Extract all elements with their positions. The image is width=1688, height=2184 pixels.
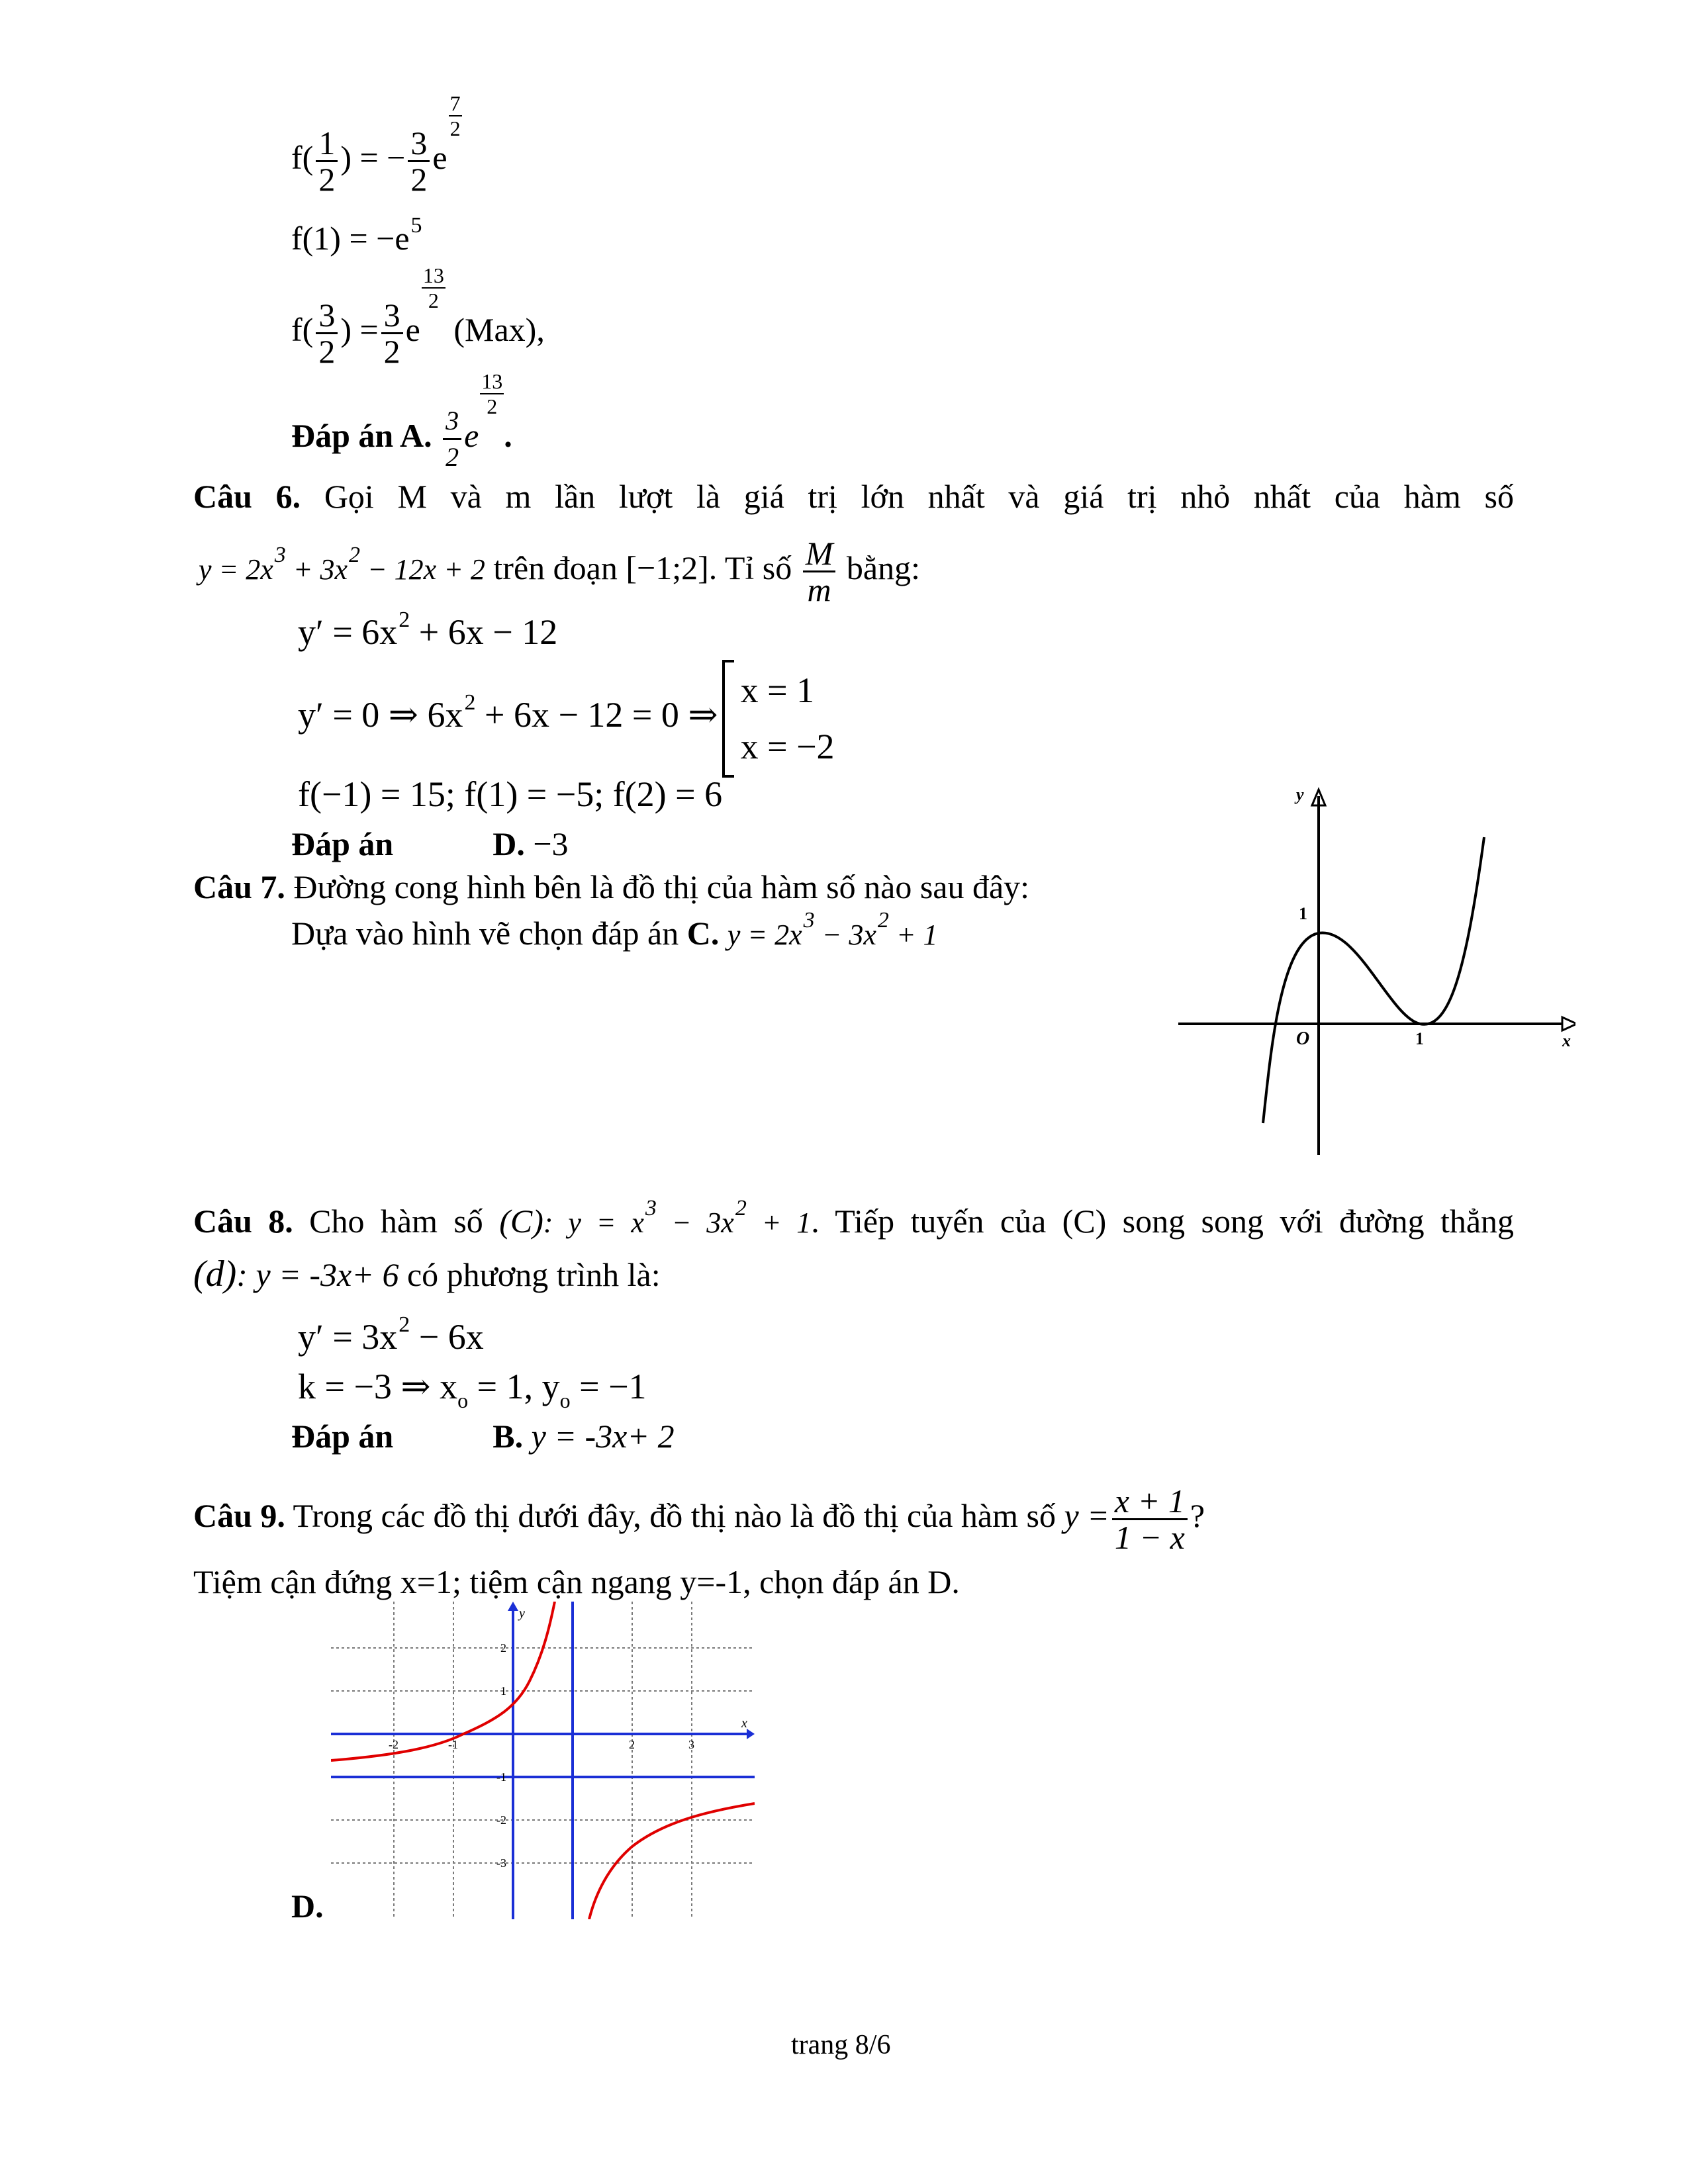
q6-answer: Đáp án D. −3 (291, 825, 569, 862)
y-tick: 2 (500, 1641, 506, 1655)
fraction: $\frac{3}{2}$ (443, 404, 461, 475)
y-axis-label: y (1296, 785, 1304, 804)
q6-values: f(−1) = 15; f(1) = −5; f(2) = 6 (298, 774, 723, 814)
fraction: $\frac{3}{2}$ (316, 298, 338, 369)
exponent-fraction: $\frac{7}{2}$ (449, 91, 461, 140)
hyperbola-left-branch (331, 1602, 555, 1760)
x-tick: -2 (389, 1738, 399, 1751)
bracket (722, 660, 734, 778)
q5-f-half: f( $\frac{1}{2}$ ) = − $\frac{3}{2}$ e $\frac{7}{2}$ (291, 91, 461, 198)
hyperbola-right-branch (589, 1803, 755, 1919)
roots: x = 1 x = −2 (740, 670, 835, 766)
q7-statement: Câu 7. Đường cong hình bên là đồ thị của hàm số nào sau đây: (193, 868, 1030, 905)
fraction: $\frac{3}{2}$ (408, 126, 430, 197)
y-tick: -1 (496, 1770, 506, 1784)
y-axis-arrow (508, 1602, 518, 1611)
exponent-fraction: $\frac{13}{2}$ (422, 263, 444, 312)
origin-label: O (1296, 1028, 1310, 1049)
fraction: $\frac{3}{2}$ (381, 298, 403, 369)
x-axis-label: x (1562, 1031, 1571, 1050)
x-tick: 2 (629, 1738, 635, 1751)
x-axis-label: x (741, 1716, 747, 1731)
ratio-fraction: $\frac{M}{m}$ (803, 536, 836, 607)
q7-cubic-graph (1165, 784, 1575, 1161)
x-axis-arrow (1562, 1017, 1575, 1030)
q8-slope: k = −3 ⇒ $x_o = 1$, $y_o = -1$ (298, 1367, 647, 1412)
q9-explanation: Tiệm cận đứng x=1; tiệm cận ngang y=-1, chọn đáp án D. (193, 1563, 960, 1600)
q6-statement: Câu 6. Gọi M và m lần lượt là giá trị lớn nhất và giá trị nhỏ nhất của hàm số (193, 478, 1515, 515)
x-tick: -1 (448, 1738, 458, 1751)
q8-derivative: $y' = 3x^2 - 6x$ (298, 1312, 484, 1357)
q6-function: $y = 2x^3 + 3x^2 - 12x + 2$ trên đoạn [−1;2]. Tỉ số $\frac{M}{m}$ bằng: (199, 535, 920, 608)
fraction: $\frac{1}{2}$ (316, 126, 338, 197)
q5-f-three-half: f( $\frac{3}{2}$ ) = $\frac{3}{2}$ e $\frac{13}{2}$ (Max), (291, 263, 545, 370)
x-tick: 3 (688, 1738, 694, 1751)
x-tick-1: 1 (1415, 1029, 1424, 1048)
q6-solve: y′ = 0 ⇒ $6x^2 + 6x - 12 = 0$ ⇒ x = 1 x = −2 (298, 655, 835, 780)
cubic-curve (1263, 837, 1484, 1123)
q8-statement: Câu 8. Cho hàm số (C): $y = x^3 - 3x^2 + 1$. Tiếp tuyến của (C) song song với đường thẳng (193, 1196, 1515, 1240)
x-axis-arrow (747, 1729, 755, 1739)
page-number: trang 8/6 (791, 2030, 891, 2060)
q9-hyperbola-graph (331, 1602, 755, 1919)
exponent-fraction: $\frac{13}{2}$ (481, 369, 503, 418)
y-tick: 1 (500, 1684, 506, 1698)
q8-line: (d): y = -3x+ 6 có phương trình là: (193, 1253, 661, 1295)
function-fraction: $\frac{x + 1}{1 - x}$ (1112, 1484, 1188, 1555)
q5-answer: Đáp án A. $\frac{3}{2}$ e $\frac{13}{2}$ . (291, 404, 512, 475)
q5-f-one: $f(1) = -e^5$ (291, 213, 422, 257)
y-tick: -3 (496, 1856, 506, 1870)
q9-answer: D. (291, 1888, 324, 1925)
q8-answer: Đáp án B. y = -3x+ 2 (291, 1418, 675, 1455)
y-axis-label: y (519, 1606, 525, 1621)
q9-statement: Câu 9. Trong các đồ thị dưới đây, đồ thị nào là đồ thị của hàm số y = $\frac{x + 1}{1 - x}$ ? (193, 1482, 1205, 1557)
y-tick-1: 1 (1299, 904, 1307, 923)
q7-hint: Dựa vào hình vẽ chọn đáp án C. $y = 2x^3 - 3x^2 + 1$ (291, 908, 938, 952)
q6-derivative: $y' = 6x^2 + 6x - 12$ (298, 608, 558, 652)
y-tick: -2 (496, 1813, 506, 1827)
